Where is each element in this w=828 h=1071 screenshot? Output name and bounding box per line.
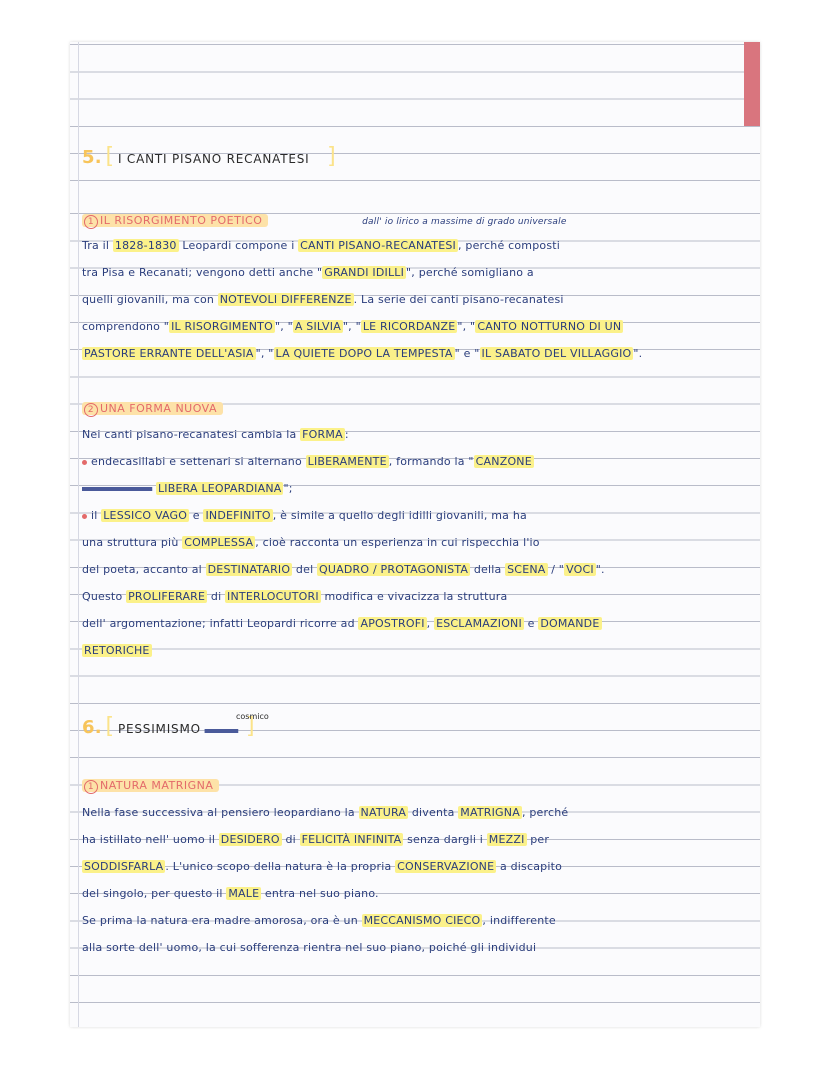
subheading-risorgimento <box>82 214 752 229</box>
text-line <box>82 833 752 847</box>
highlighted-term: COMPLESSA <box>184 536 254 549</box>
text-fragment: , è simile a quello degli idilli giovanili, ma ha <box>272 509 527 522</box>
text-line <box>82 860 752 874</box>
subheading-title: UNA FORMA NUOVA <box>100 402 218 415</box>
text-fragment: quelli giovanili, ma con <box>82 293 218 306</box>
section-6-heading <box>82 712 752 742</box>
highlighted-term: APOSTROFI <box>360 617 425 630</box>
text-fragment: ", " <box>457 320 476 333</box>
text-fragment: a discapito <box>496 860 563 873</box>
text-fragment: Nella fase successiva al pensiero leopardiano la <box>82 806 359 819</box>
margin-note: dall' io lirico a massime di grado universale <box>362 217 567 227</box>
text-fragment: , <box>426 617 435 630</box>
section-5-number: 5. <box>82 147 102 168</box>
text-fragment: tra Pisa e Recanati; vengono detti anche " <box>82 266 323 279</box>
sub-number: 1 <box>84 780 98 794</box>
text-line <box>82 644 752 658</box>
text-fragment: ", " <box>255 347 274 360</box>
text-fragment: del singolo, per questo il <box>82 887 227 900</box>
text-fragment: del <box>292 563 318 576</box>
highlighted-term: NOTEVOLI DIFFERENZE <box>219 293 352 306</box>
sub-number: 1 <box>84 215 98 229</box>
highlighted-term: DOMANDE <box>540 617 600 630</box>
margin-line <box>78 42 79 1027</box>
section-6-title: PESSIMISMO <box>117 722 201 736</box>
highlighted-term: NATURA <box>360 806 407 819</box>
text-line <box>82 239 752 253</box>
highlighted-term: A SILVIA <box>294 320 341 333</box>
highlighted-term: PROLIFERARE <box>128 590 206 603</box>
highlighted-term: ESCLAMAZIONI <box>436 617 522 630</box>
highlighted-term: MALE <box>228 887 260 900</box>
text-fragment: una struttura più <box>82 536 183 549</box>
text-line <box>82 806 752 820</box>
bullet-dot <box>82 460 87 465</box>
text-fragment: / " <box>547 563 565 576</box>
text-line <box>82 320 752 334</box>
text-fragment: e <box>189 509 204 522</box>
highlighted-term: IL SABATO DEL VILLAGGIO <box>481 347 632 360</box>
highlighted-term: LE RICORDANZE <box>362 320 456 333</box>
highlighted-term: MATRIGNA <box>460 806 520 819</box>
text-fragment: entra nel suo piano. <box>261 887 379 900</box>
text-fragment: , cioè racconta un esperienza in cui rispecchia l'io <box>255 536 540 549</box>
bullet-dot <box>82 514 87 519</box>
text-line <box>82 347 752 361</box>
text-fragment: del poeta, accanto al <box>82 563 206 576</box>
highlighted-term: LESSICO VAGO <box>103 509 188 522</box>
text-line <box>82 266 752 280</box>
text-line <box>82 590 752 604</box>
text-fragment: senza dargli i <box>403 833 487 846</box>
scribble <box>205 726 239 736</box>
highlighted-term: FELICITÀ INFINITA <box>301 833 402 846</box>
text-fragment: diventa <box>408 806 459 819</box>
text-fragment: Se prima la natura era madre amorosa, ora è un <box>82 914 362 927</box>
highlighted-term: GRANDI IDILLI <box>324 266 405 279</box>
bracket-open: [ <box>105 714 115 739</box>
text-fragment: : <box>344 428 349 441</box>
text-fragment: , formando la " <box>388 455 474 468</box>
text-line <box>82 563 752 577</box>
highlighted-term: RETORICHE <box>84 644 150 657</box>
highlighted-term: INDEFINITO <box>205 509 271 522</box>
highlighted-term: DESTINATARIO <box>207 563 291 576</box>
section-6-number: 6. <box>82 717 102 738</box>
bullet-line <box>82 509 752 523</box>
text-fragment: , perché <box>521 806 569 819</box>
highlighted-term: CANTO NOTTURNO DI UN <box>477 320 622 333</box>
text-fragment: Leopardi compone i <box>178 239 299 252</box>
text-fragment: ", " <box>342 320 361 333</box>
text-fragment: ", perché somigliano a <box>406 266 534 279</box>
text-fragment: alla sorte dell' uomo, la cui sofferenza rientra nel suo piano, poiché gli individui <box>82 941 537 954</box>
highlighted-term: PASTORE ERRANTE DELL'ASIA <box>84 347 254 360</box>
text-fragment: ". <box>595 563 605 576</box>
highlighted-term: CONSERVAZIONE <box>397 860 495 873</box>
text-fragment: , indifferente <box>482 914 556 927</box>
text-line <box>82 428 752 442</box>
highlighted-term: SCENA <box>507 563 546 576</box>
text-fragment: " e " <box>454 347 480 360</box>
text-fragment: dell' argomentazione; infatti Leopardi ricorre ad <box>82 617 359 630</box>
bullet-line <box>82 455 752 469</box>
section-5-title: I CANTI PISANO RECANATESI <box>117 152 310 166</box>
text-fragment: comprendono " <box>82 320 170 333</box>
text-fragment: , perché composti <box>458 239 561 252</box>
highlighted-term: CANTI PISANO-RECANATESI <box>300 239 456 252</box>
text-fragment: ". <box>633 347 643 360</box>
highlighted-term: VOCI <box>566 563 594 576</box>
highlighted-term: FORMA <box>302 428 343 441</box>
highlighted-term: QUADRO / PROTAGONISTA <box>319 563 469 576</box>
text-line <box>82 914 752 928</box>
highlighted-term: DESIDERO <box>220 833 280 846</box>
text-fragment: Nei canti pisano-recanatesi cambia la <box>82 428 301 441</box>
highlighted-term: CANZONE <box>475 455 532 468</box>
text-line <box>82 617 752 631</box>
text-fragment: di <box>207 590 226 603</box>
highlighted-term: SODDISFARLA <box>84 860 164 873</box>
text-fragment: ha istillato nell' uomo il <box>82 833 219 846</box>
text-fragment: e <box>523 617 539 630</box>
section-5-heading <box>82 142 752 172</box>
text-fragment: Tra il <box>82 239 113 252</box>
text-fragment: endecasillabi e settenari si alternano <box>91 455 306 468</box>
text-fragment: modifica e vivacizza la struttura <box>320 590 508 603</box>
highlighted-term: LA QUIETE DOPO LA TEMPESTA <box>275 347 453 360</box>
highlighted-term: MECCANISMO CIECO <box>363 914 481 927</box>
bracket-open: [ <box>105 144 115 169</box>
highlighted-term: INTERLOCUTORI <box>227 590 319 603</box>
subheading-forma-nuova <box>82 402 752 417</box>
highlighted-term: LIBERA LEOPARDIANA <box>157 482 282 495</box>
text-fragment: . La serie dei canti pisano-recanatesi <box>353 293 564 306</box>
subheading-title: IL RISORGIMENTO POETICO <box>100 214 263 227</box>
text-fragment: di <box>281 833 300 846</box>
bracket-close: ] <box>327 144 336 169</box>
sub-number: 2 <box>84 403 98 417</box>
text-fragment: della <box>470 563 506 576</box>
text-line <box>82 293 752 307</box>
text-line <box>82 887 752 901</box>
text-line <box>82 941 752 955</box>
text-fragment: "; <box>283 482 293 495</box>
subheading-title: NATURA MATRIGNA <box>100 779 214 792</box>
notebook-page <box>70 42 760 1027</box>
text-line <box>82 482 752 496</box>
text-fragment: . L'unico scopo della natura è la propria <box>165 860 396 873</box>
bracket-close: ] <box>245 714 255 739</box>
text-fragment: Questo <box>82 590 127 603</box>
text-line <box>82 536 752 550</box>
highlighted-term: 1828-1830 <box>114 239 177 252</box>
inserted-word: cosmico <box>236 712 269 721</box>
text-fragment: il <box>91 509 102 522</box>
highlighted-term: LIBERAMENTE <box>307 455 387 468</box>
highlighted-term: IL RISORGIMENTO <box>171 320 273 333</box>
notebook-corner-tab <box>744 42 760 126</box>
text-fragment: ", " <box>274 320 293 333</box>
highlighted-term: MEZZI <box>488 833 525 846</box>
subheading-natura-matrigna <box>82 779 752 794</box>
text-fragment: per <box>526 833 550 846</box>
scribble <box>82 482 152 495</box>
